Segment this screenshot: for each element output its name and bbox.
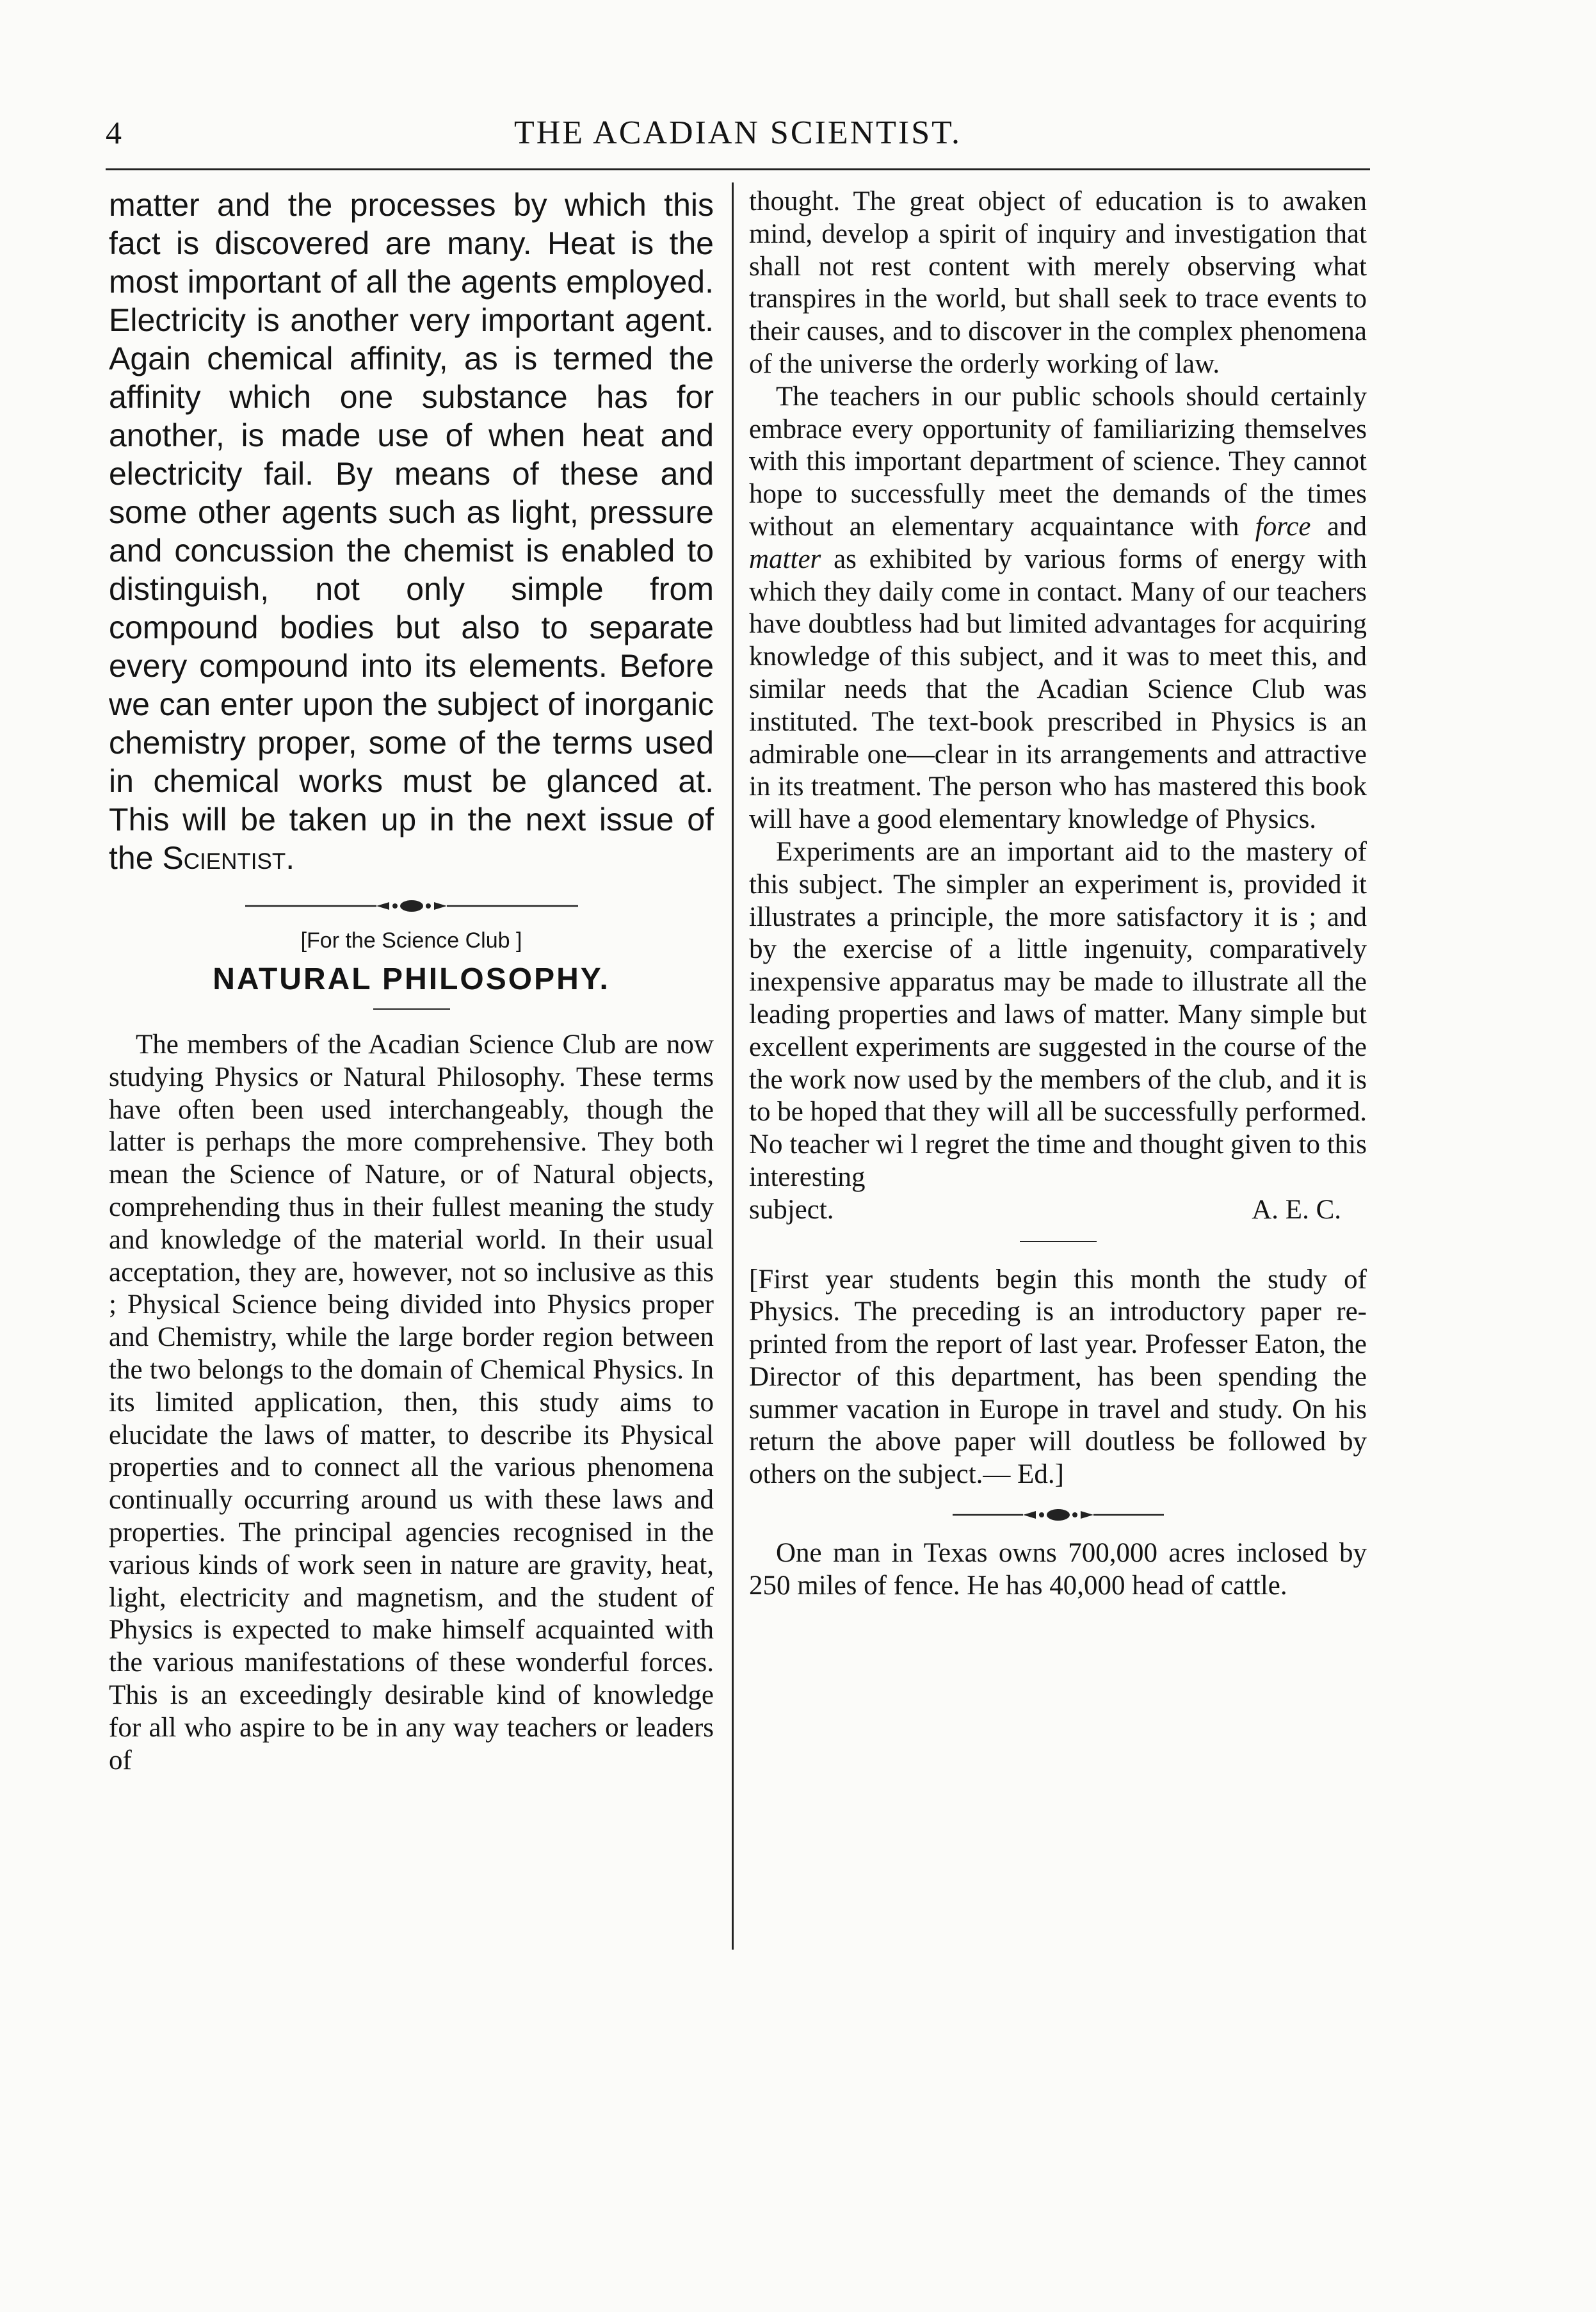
- paragraph-2-and: and: [1310, 511, 1367, 542]
- editor-note: [First year students begin this month the study of Physics. The preceding is an introductory paper re-printed from the report of last year. Professer Eaton, the Director of this department, has been spending the summer vacation in Europe in travel and study. On his return the above paper will doutless be followed by others on the subject.— Ed.]: [749, 1264, 1367, 1490]
- ornament-divider: [109, 890, 714, 922]
- paragraph-3: [749, 836, 1367, 1194]
- article-signoff: [749, 1194, 1367, 1227]
- continued-paragraph: [109, 186, 714, 877]
- publication-title: THE ACADIAN SCIENTIST.: [513, 115, 962, 151]
- column-divider: [732, 182, 734, 1950]
- article-byline: [For the Science Club ]: [300, 928, 522, 953]
- final-word: subject.: [749, 1194, 834, 1225]
- article-title: NATURAL PHILOSOPHY.: [213, 962, 610, 996]
- left-column: [109, 186, 714, 1777]
- paragraph-1-part-b: thought. The great object of education is to awaken mind, develop a spirit of inquiry and investigation that shall not rest content with merely observing what transpires in the world, but shall seek to trace events to their causes, and to discover in the complex phenomena of the universe the orderly working of law.: [749, 186, 1367, 379]
- paragraph-2-text-a: The teachers in our public schools should certainly embrace every opportunity of familiarizing themselves with this important department of science. They cannot hope to successfully meet the demands of the times without an elementary acquaintance with: [749, 381, 1367, 542]
- ornament-divider-2: [749, 1499, 1367, 1531]
- paragraph-2: [749, 381, 1367, 836]
- italic-matter: matter: [749, 544, 821, 574]
- page-header: [106, 114, 1370, 165]
- ornament-divider-icon: [892, 1505, 1225, 1524]
- texas-notice: One man in Texas owns 700,000 acres inclosed by 250 miles of fence. He has 40,000 head of cattle.: [749, 1538, 1367, 1601]
- page-number: 4: [106, 115, 122, 150]
- header-rule: [106, 168, 1370, 170]
- note-rule: [1020, 1241, 1097, 1242]
- ornament-divider-icon: [245, 896, 578, 916]
- paragraph-3-text: Experiments are an important aid to the mastery of this subject. The simpler an experiment is, provided it illustrates a principle, the more satisfactory it is ; and by the exercise of a little ingenuity, comparatively inexpensive apparatus may be made to illustrate all the leading properties and laws of matter. Many simple but excellent experiments are suggested in the course of the the work now used by the members of the club, and it is to be hoped that they will all be successfully performed. No teacher wi l regret the time and thought given to this interesting: [749, 836, 1367, 1192]
- paragraph-2-text-b: as exhibited by various forms of energy with which they daily come in contact. Many of our teachers have doubtless had but limited advantages for acquiring knowledge of this subject, and it was to meet this, and similar needs that the Acadian Science Club was instituted. The text-book prescribed in Physics is an admirable one—clear in its arrangements and attractive in its treatment. The person who has mastered this book will have a good elementary knowledge of Physics.: [749, 544, 1367, 835]
- author-signature: A. E. C.: [1252, 1194, 1341, 1225]
- paragraph-1-part-a: The members of the Acadian Science Club are now studying Physics or Natural Philosophy. These terms have often been used interchangeably, though the latter is perhaps the more comprehensive. They both mean the Science of Nature, or of Natural objects, comprehending thus in their fullest meaning the study and knowledge of the material world. In their usual acceptation, they are, however, not so inclusive as this ; Physical Science being divided into Physics proper and Chemistry, while the large border region between the two belongs to the domain of Chemical Physics. In its limited application, then, this study aims to elucidate the laws of matter, to describe its Physical properties and to connect all the various phenomena continually occurring around us with these laws and properties. The principal agencies recognised in the various kinds of work seen in nature are gravity, heat, light, electricity and magnetism, and the student of Physics is expected to make himself acquainted with the various manifestations of these wonderful forces. This is an exceedingly desirable kind of knowledge for all who aspire to be in any way teachers or leaders of: [109, 1030, 714, 1775]
- italic-force: force: [1255, 511, 1311, 542]
- title-rule: [373, 1008, 450, 1010]
- right-column: [749, 186, 1367, 1603]
- end-punctuation: .: [286, 840, 295, 876]
- scientist-word: Scientist: [162, 840, 286, 876]
- continued-text: matter and the processes by which this fact is discovered are many. Heat is the most important of all the agents employed. Electricity is another very important agent. Again chemical affinity, as is termed the affinity which one substance has for another, is made use of when heat and electricity fail. By means of these and some other agents such as light, pressure and concussion the chemist is enabled to distinguish, not only simple from compound bodies but also to separate every compound into its elements. Before we can enter upon the subject of inorganic chemistry proper, some of the terms used in chemical works must be glanced at. This will be taken up in the next issue of the: [109, 187, 714, 876]
